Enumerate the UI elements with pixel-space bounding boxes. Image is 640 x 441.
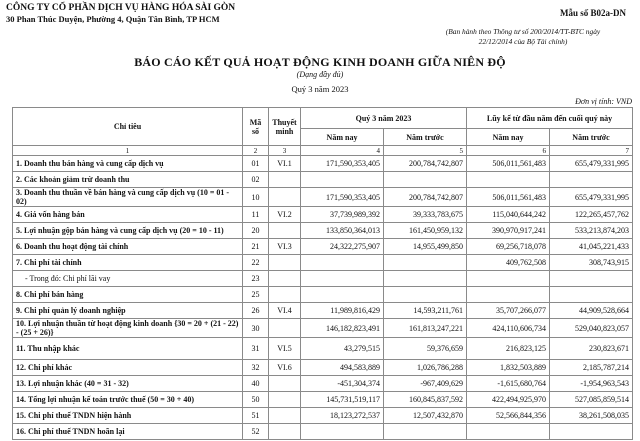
row-quarter-last-year — [384, 424, 467, 440]
row-note — [269, 392, 301, 408]
row-item-label: 7. Chi phí tài chính — [13, 255, 243, 271]
table-row — [13, 392, 633, 408]
header-code: Mã số — [243, 108, 269, 146]
row-quarter-this-year: 171,590,353,405 — [301, 188, 384, 207]
row-quarter-this-year — [301, 255, 384, 271]
row-code: 51 — [243, 408, 269, 424]
row-code: 50 — [243, 392, 269, 408]
column-number: 6 — [467, 146, 550, 156]
row-quarter-this-year: 133,850,364,013 — [301, 223, 384, 239]
row-quarter-last-year: 200,784,742,807 — [384, 156, 467, 172]
company-name: CÔNG TY CỔ PHẦN DỊCH VỤ HÀNG HÓA SÀI GÒN — [6, 3, 236, 13]
row-quarter-this-year: 11,989,816,429 — [301, 303, 384, 319]
table-row — [13, 424, 633, 440]
row-ytd-this-year: 216,823,125 — [467, 338, 550, 360]
table-row — [13, 408, 633, 424]
header-quarter-this-year: Năm nay — [301, 129, 384, 146]
header-note: Thuyết minh — [269, 108, 301, 146]
legal-line-2: 22/12/2014 của Bộ Tài chính) — [478, 37, 568, 46]
row-ytd-last-year: 527,085,859,514 — [550, 392, 633, 408]
row-item-label: 6. Doanh thu hoạt động tài chính — [13, 239, 243, 255]
row-quarter-this-year — [301, 287, 384, 303]
column-number: 5 — [384, 146, 467, 156]
row-quarter-last-year: 12,507,432,870 — [384, 408, 467, 424]
row-ytd-last-year — [550, 287, 633, 303]
row-ytd-last-year: 122,265,457,762 — [550, 207, 633, 223]
currency-unit: Đơn vị tính: VND — [575, 97, 632, 106]
row-quarter-this-year: 24,322,275,907 — [301, 239, 384, 255]
row-ytd-last-year: 529,040,823,057 — [550, 319, 633, 338]
row-quarter-last-year: 39,333,783,675 — [384, 207, 467, 223]
row-ytd-last-year: 38,261,508,035 — [550, 408, 633, 424]
row-quarter-this-year — [301, 271, 384, 287]
row-code: 20 — [243, 223, 269, 239]
row-ytd-this-year — [467, 424, 550, 440]
row-note: VI.4 — [269, 303, 301, 319]
row-code: 22 — [243, 255, 269, 271]
row-item-label: - Trong đó: Chi phí lãi vay — [13, 271, 243, 287]
row-quarter-last-year: 59,376,659 — [384, 338, 467, 360]
row-note — [269, 319, 301, 338]
row-ytd-this-year: 390,970,917,241 — [467, 223, 550, 239]
row-ytd-last-year — [550, 424, 633, 440]
row-ytd-this-year: 506,011,561,483 — [467, 156, 550, 172]
row-quarter-this-year: 146,182,823,491 — [301, 319, 384, 338]
row-ytd-last-year: -1,954,963,543 — [550, 376, 633, 392]
legal-line-1: (Ban hành theo Thông tư số 200/2014/TT-BTC ngày — [445, 27, 601, 36]
row-note: VI.3 — [269, 239, 301, 255]
row-quarter-last-year — [384, 172, 467, 188]
row-ytd-last-year: 533,213,874,203 — [550, 223, 633, 239]
row-item-label: 15. Chi phí thuế TNDN hiện hành — [13, 408, 243, 424]
row-note — [269, 271, 301, 287]
header-quarter-group: Quý 3 năm 2023 — [301, 108, 467, 129]
company-header — [6, 3, 235, 25]
column-number-row — [13, 146, 633, 156]
row-note — [269, 223, 301, 239]
row-ytd-this-year — [467, 271, 550, 287]
row-ytd-last-year: 2,185,787,214 — [550, 360, 633, 376]
row-ytd-this-year: 424,110,606,734 — [467, 319, 550, 338]
row-item-label: 1. Doanh thu bán hàng và cung cấp dịch vụ — [13, 156, 243, 172]
row-item-label: 8. Chi phí bán hàng — [13, 287, 243, 303]
header-quarter-last-year: Năm trước — [384, 129, 467, 146]
row-code: 23 — [243, 271, 269, 287]
row-quarter-last-year: -967,409,629 — [384, 376, 467, 392]
row-code: 26 — [243, 303, 269, 319]
row-note — [269, 424, 301, 440]
row-ytd-this-year: 52,566,844,356 — [467, 408, 550, 424]
table-row — [13, 223, 633, 239]
row-quarter-this-year: 494,583,889 — [301, 360, 384, 376]
row-ytd-this-year: 506,011,561,483 — [467, 188, 550, 207]
row-code: 30 — [243, 319, 269, 338]
row-quarter-last-year: 1,026,786,288 — [384, 360, 467, 376]
row-ytd-this-year: 422,494,925,970 — [467, 392, 550, 408]
row-item-label: 16. Chi phí thuế TNDN hoãn lại — [13, 424, 243, 440]
form-code: Mẫu số B02a-DN — [559, 8, 626, 18]
row-quarter-this-year: 145,731,519,117 — [301, 392, 384, 408]
header-ytd-last-year: Năm trước — [550, 129, 633, 146]
company-address: 30 Phan Thúc Duyện, Phường 4, Quận Tân Bình, TP HCM — [6, 14, 220, 24]
row-note: VI.6 — [269, 360, 301, 376]
row-code: 21 — [243, 239, 269, 255]
table-row — [13, 338, 633, 360]
row-ytd-last-year: 655,479,331,995 — [550, 156, 633, 172]
row-item-label: 9. Chi phí quản lý doanh nghiệp — [13, 303, 243, 319]
row-ytd-last-year: 308,743,915 — [550, 255, 633, 271]
table-row — [13, 239, 633, 255]
row-code: 02 — [243, 172, 269, 188]
row-ytd-last-year: 41,045,221,433 — [550, 239, 633, 255]
table-row — [13, 376, 633, 392]
row-ytd-last-year: 44,909,528,664 — [550, 303, 633, 319]
row-quarter-last-year — [384, 255, 467, 271]
table-row — [13, 188, 633, 207]
row-note — [269, 255, 301, 271]
row-note: VI.5 — [269, 338, 301, 360]
row-ytd-this-year — [467, 172, 550, 188]
row-note — [269, 408, 301, 424]
row-item-label: 13. Lợi nhuận khác (40 = 31 - 32) — [13, 376, 243, 392]
row-quarter-this-year: 18,123,272,537 — [301, 408, 384, 424]
row-note: VI.2 — [269, 207, 301, 223]
row-ytd-last-year — [550, 271, 633, 287]
row-note: VI.1 — [269, 156, 301, 172]
row-quarter-this-year: 43,279,515 — [301, 338, 384, 360]
table-row — [13, 303, 633, 319]
income-statement-table — [12, 107, 633, 440]
report-title: BÁO CÁO KẾT QUẢ HOẠT ĐỘNG KINH DOANH GIỮA NIÊN ĐỘ — [134, 55, 506, 69]
header-ytd-group: Lũy kế từ đầu năm đến cuối quý này — [467, 108, 633, 129]
row-item-label: 3. Doanh thu thuần về bán hàng và cung cấp dịch vụ (10 = 01 - 02) — [13, 188, 243, 207]
row-item-label: 14. Tổng lợi nhuận kế toán trước thuế (50 = 30 + 40) — [13, 392, 243, 408]
row-quarter-this-year — [301, 172, 384, 188]
column-number: 4 — [301, 146, 384, 156]
row-quarter-last-year: 14,593,211,761 — [384, 303, 467, 319]
row-quarter-last-year — [384, 287, 467, 303]
row-ytd-this-year — [467, 287, 550, 303]
row-ytd-this-year: 1,832,503,889 — [467, 360, 550, 376]
column-number: 2 — [243, 146, 269, 156]
table-row — [13, 360, 633, 376]
report-period: Quý 3 năm 2023 — [291, 84, 349, 94]
header-ytd-this-year: Năm nay — [467, 129, 550, 146]
row-quarter-last-year: 161,813,247,221 — [384, 319, 467, 338]
row-item-label: 5. Lợi nhuận gộp bán hàng và cung cấp dịch vụ (20 = 10 - 11) — [13, 223, 243, 239]
row-quarter-this-year: 171,590,353,405 — [301, 156, 384, 172]
row-note — [269, 287, 301, 303]
row-quarter-last-year: 160,845,837,592 — [384, 392, 467, 408]
column-number: 1 — [13, 146, 243, 156]
row-quarter-this-year: 37,739,989,392 — [301, 207, 384, 223]
table-row — [13, 172, 633, 188]
row-ytd-this-year: 115,040,644,242 — [467, 207, 550, 223]
row-code: 11 — [243, 207, 269, 223]
row-ytd-this-year: 35,707,266,077 — [467, 303, 550, 319]
row-code: 52 — [243, 424, 269, 440]
row-ytd-this-year: -1,615,680,764 — [467, 376, 550, 392]
table-row — [13, 319, 633, 338]
row-code: 01 — [243, 156, 269, 172]
report-subtitle: (Dạng đầy đủ) — [296, 70, 344, 79]
row-code: 31 — [243, 338, 269, 360]
row-code: 40 — [243, 376, 269, 392]
row-ytd-last-year: 230,823,671 — [550, 338, 633, 360]
row-item-label: 10. Lợi nhuận thuần từ hoạt động kinh doanh {30 = 20 + (21 - 22) - (25 + 26)} — [13, 319, 243, 338]
row-item-label: 12. Chi phí khác — [13, 360, 243, 376]
row-item-label: 2. Các khoản giảm trừ doanh thu — [13, 172, 243, 188]
row-quarter-last-year: 200,784,742,807 — [384, 188, 467, 207]
column-number: 3 — [269, 146, 301, 156]
header-item: Chỉ tiêu — [13, 108, 243, 146]
table-row — [13, 156, 633, 172]
row-ytd-last-year: 655,479,331,995 — [550, 188, 633, 207]
row-code: 32 — [243, 360, 269, 376]
row-ytd-last-year — [550, 172, 633, 188]
table-body — [13, 156, 633, 440]
row-ytd-this-year: 69,256,718,078 — [467, 239, 550, 255]
table-row — [13, 271, 633, 287]
row-note — [269, 188, 301, 207]
row-item-label: 4. Giá vốn hàng bán — [13, 207, 243, 223]
table-row — [13, 207, 633, 223]
row-quarter-last-year: 161,450,959,132 — [384, 223, 467, 239]
row-quarter-this-year: -451,304,374 — [301, 376, 384, 392]
row-code: 10 — [243, 188, 269, 207]
row-ytd-this-year: 409,762,508 — [467, 255, 550, 271]
table-row — [13, 287, 633, 303]
table-row — [13, 255, 633, 271]
row-item-label: 11. Thu nhập khác — [13, 338, 243, 360]
column-number: 7 — [550, 146, 633, 156]
row-quarter-last-year — [384, 271, 467, 287]
row-code: 25 — [243, 287, 269, 303]
legal-reference — [410, 27, 636, 47]
row-note — [269, 172, 301, 188]
row-note — [269, 376, 301, 392]
row-quarter-this-year — [301, 424, 384, 440]
row-quarter-last-year: 14,955,499,850 — [384, 239, 467, 255]
